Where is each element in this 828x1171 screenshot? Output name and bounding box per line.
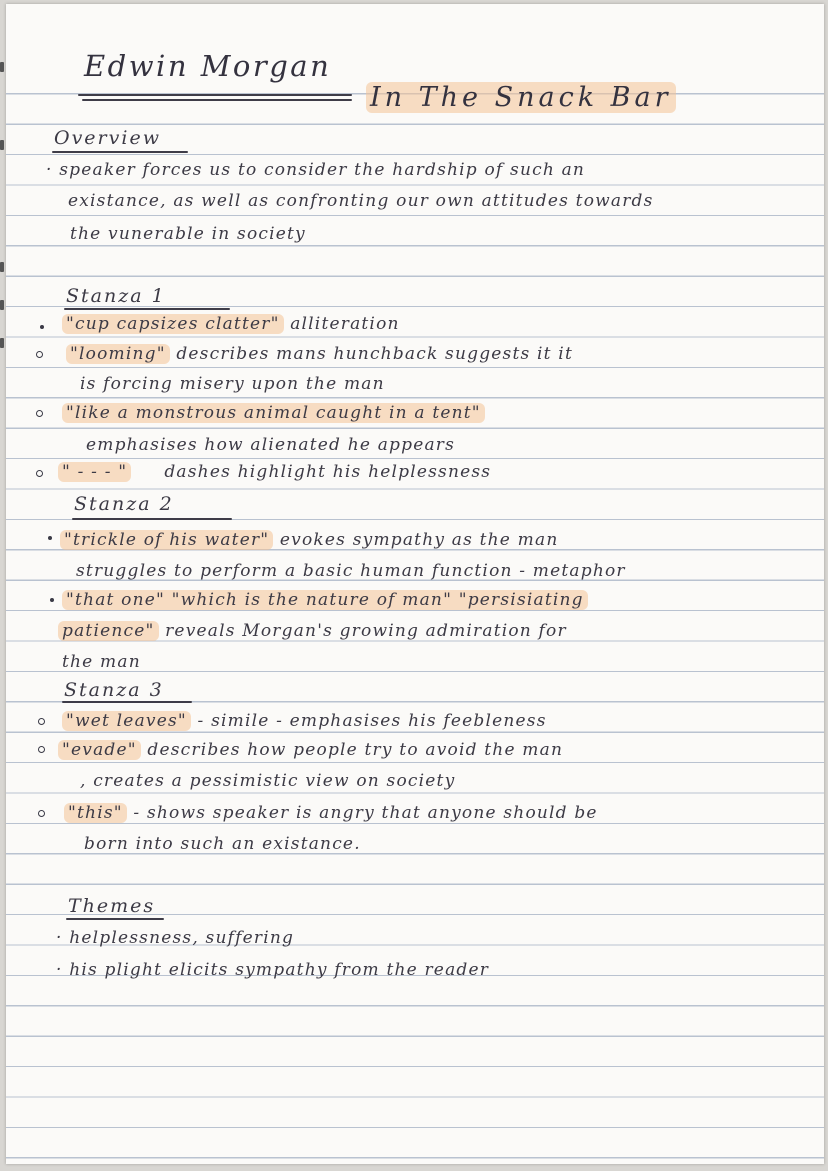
bullet bbox=[36, 410, 43, 417]
stanza1-heading: Stanza 1 bbox=[66, 285, 166, 307]
bullet bbox=[38, 718, 45, 725]
bullet bbox=[48, 536, 52, 540]
overview-underline bbox=[52, 151, 188, 153]
stanza3-note-2b: , creates a pessimistic view on society bbox=[80, 771, 456, 791]
stanza1-quote-1-row: "cup capsizes clatter" alliteration bbox=[62, 314, 400, 334]
themes-line-2: · his plight elicits sympathy from the reader bbox=[56, 960, 490, 980]
stanza2-quote-2b-row: patience" reveals Morgan's growing admiration for bbox=[58, 621, 567, 641]
page-title: Edwin Morgan bbox=[84, 49, 332, 83]
title-underline bbox=[78, 94, 352, 96]
bullet bbox=[50, 598, 54, 602]
stanza3-quote-2-row: "evade" describes how people try to avoid the man bbox=[58, 740, 563, 760]
stanza3-heading: Stanza 3 bbox=[64, 679, 164, 701]
overview-heading: Overview bbox=[54, 127, 161, 149]
overview-line-3: the vunerable in society bbox=[70, 224, 306, 244]
themes-heading: Themes bbox=[68, 895, 156, 917]
title-underline-2 bbox=[82, 99, 352, 101]
themes-line-1: · helplessness, suffering bbox=[56, 928, 295, 948]
stanza1-note-3: emphasises how alienated he appears bbox=[86, 435, 456, 455]
stanza1-quote-4-row: " - - - " dashes highlight his helplessness bbox=[58, 462, 491, 482]
stanza2-heading: Stanza 2 bbox=[74, 493, 174, 515]
bullet bbox=[38, 810, 45, 817]
bullet bbox=[40, 325, 44, 329]
stanza2-underline bbox=[72, 518, 232, 520]
stanza1-quote-3: "like a monstrous animal caught in a tent" bbox=[62, 403, 485, 423]
stanza2-quote-2a: "that one" "which is the nature of man" "persisiating bbox=[62, 590, 588, 610]
stanza2-note-2b: the man bbox=[62, 652, 141, 672]
bullet bbox=[36, 470, 43, 477]
stanza2-quote-1-row: "trickle of his water" evokes sympathy as the man bbox=[60, 530, 558, 550]
poem-title: In The Snack Bar bbox=[366, 88, 676, 108]
stanza1-note-2b: is forcing misery upon the man bbox=[80, 374, 385, 394]
stanza3-note-3b: born into such an existance. bbox=[84, 834, 361, 854]
themes-underline bbox=[66, 918, 164, 920]
stanza3-quote-1-row: "wet leaves" - simile - emphasises his feebleness bbox=[62, 711, 547, 731]
overview-line-1: · speaker forces us to consider the hardship of such an bbox=[46, 160, 586, 180]
stanza3-quote-3-row: "this" - shows speaker is angry that anyone should be bbox=[64, 803, 598, 823]
stanza2-note-1b: struggles to perform a basic human function - metaphor bbox=[76, 561, 626, 581]
stanza1-quote-2-row: "looming" describes mans hunchback suggests it it bbox=[66, 344, 573, 364]
stanza1-underline bbox=[64, 308, 230, 310]
overview-line-2: existance, as well as confronting our own attitudes towards bbox=[68, 191, 654, 211]
bullet bbox=[36, 351, 43, 358]
bullet bbox=[38, 746, 45, 753]
stanza3-underline bbox=[62, 701, 192, 703]
